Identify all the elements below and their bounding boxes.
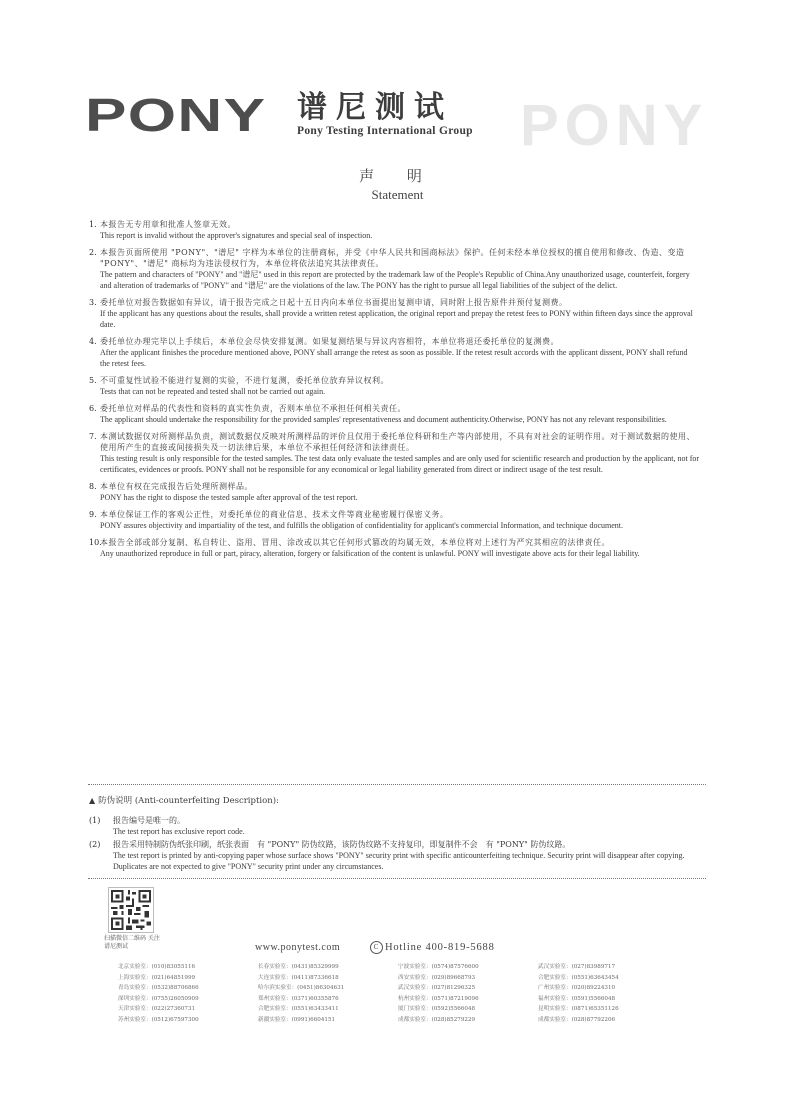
page-title-cn: 声 明 bbox=[359, 167, 436, 185]
clause-item bbox=[89, 403, 699, 425]
branch-contact: 苏州实验室：(0512)67597300 bbox=[118, 1016, 199, 1023]
clause-item bbox=[89, 481, 699, 503]
clause-text-cn: 本测试数据仅对所测样品负责，测试数据仅反映对所测样品的评价且仅用于委托单位科研和生产等内部使用，不具有对社会的证明作用。对于测试数据的使用、使用所产生的直接或间接损失及一切法律后果，本单位不承担任何经济和法律责任。 bbox=[100, 432, 695, 452]
branch-contact: 成都实验室：(028)85279229 bbox=[398, 1016, 476, 1023]
clause-number: 1. bbox=[89, 220, 97, 229]
clause-item bbox=[89, 537, 699, 559]
anti-item-text-en: The test report has exclusive report code. bbox=[113, 827, 245, 836]
clause-text-en: PONY has the right to dispose the tested sample after approval of the test report. bbox=[100, 493, 358, 502]
clause-text-cn: 本报告全部或部分复制、私自转让、盗用、冒用、涂改或以其它任何形式篡改的均属无效，本单位将对上述行为严究其相应的法律责任。 bbox=[100, 538, 610, 547]
divider-dotted bbox=[88, 878, 706, 879]
branch-contact: 上海实验室：(021)64851999 bbox=[118, 974, 196, 981]
clause-text-en: This testing result is only responsible for the tested samples. The test data only evaluate the tested samples and are only used for scientific research and production by the applicant, not for certificates, evidences or proofs. PONY shall not be responsible for any economical or legal liability generated from direct or indirect usage of the test result. bbox=[100, 454, 700, 474]
branch-contact: 北京实验室：(010)83055116 bbox=[118, 964, 196, 970]
branch-contact: 合肥实验室：(0551)63433411 bbox=[258, 1006, 339, 1013]
clause-item bbox=[89, 375, 699, 397]
clause-text-en: The pattern and characters of "PONY" and "谱尼" used in this report are protected by the trademark law of the People's Republic of China.Any unauthorized usage, counterfeit, forgery and alteration of trademarks of "PONY" and "谱尼" are the violations of the law. The PONY has the right to pursue all legal liabilities of the subject of the delict. bbox=[100, 270, 690, 290]
branch-column bbox=[538, 962, 619, 1026]
clause-text-cn: 本报告页面所使用 "PONY"、"谱尼" 字样为本单位的注册商标，并受《中华人民共和国商标法》保护。任何未经本单位授权的擅自使用和修改、伪造、变造 "PONY"、"谱尼" 商标均为违法侵权行为，本单位将依法追究其法律责任。 bbox=[100, 248, 685, 268]
branch-contact: 西安实验室：(029)89668793 bbox=[398, 974, 476, 981]
logo-name-cn: 谱尼测试 bbox=[297, 90, 453, 125]
branch-contact: 大连实验室：(0411)87336618 bbox=[258, 974, 339, 981]
branch-contact: 福州实验室：(0591)5566048 bbox=[538, 995, 616, 1002]
anti-counterfeit-title bbox=[89, 795, 699, 807]
anti-counterfeit-item bbox=[89, 839, 699, 872]
website-url: www.ponytest.com bbox=[255, 942, 341, 953]
clause-text-en: This report is invalid without the approver's signatures and special seal of inspection. bbox=[100, 231, 373, 240]
page-title-en: Statement bbox=[371, 187, 424, 202]
divider-dotted bbox=[88, 784, 706, 785]
clause-text-cn: 本单位有权在完成报告后处理所测样品。 bbox=[100, 482, 253, 491]
company-logo bbox=[85, 89, 473, 144]
clause-item bbox=[89, 297, 699, 330]
clause-number: 6. bbox=[89, 404, 97, 413]
logo-mark: PONY bbox=[85, 89, 267, 141]
clause-text-en: The applicant should undertake the responsibility for the provided samples' representativeness and document authenticity.Otherwise, PONY has not any relevant responsibilities. bbox=[100, 415, 667, 424]
branch-contact: 昆明实验室：(0871)65351126 bbox=[538, 1006, 619, 1013]
branch-contact: 天津实验室：(022)27360731 bbox=[118, 1006, 196, 1013]
clause-text-en: After the applicant finishes the procedure mentioned above, PONY shall arrange the retest as soon as possible. If the retest result accords with the applicant dissent, PONY shall refund the retest fees. bbox=[100, 348, 688, 368]
clause-number: 5. bbox=[89, 376, 97, 385]
qr-caption: 扫描微信二维码 关注谱尼测试 bbox=[104, 935, 160, 950]
clause-item bbox=[89, 336, 699, 369]
clause-number: 10. bbox=[89, 538, 102, 547]
anti-counterfeit-title-text: 防伪说明 (Anti-counterfeiting Description): bbox=[98, 796, 279, 806]
clause-text-en: Tests that can not be repeated and tested shall not be carried out again. bbox=[100, 387, 326, 396]
clause-item bbox=[89, 247, 699, 291]
anti-item-number: (2) bbox=[89, 840, 101, 849]
clause-text-cn: 委托单位对样品的代表性和资料的真实性负责，否则本单位不承担任何相关责任。 bbox=[100, 404, 406, 413]
clause-number: 7. bbox=[89, 432, 97, 441]
anti-item-text-cn: 报告编号是唯一的。 bbox=[113, 816, 185, 825]
branch-contact: 宁波实验室：(0574)87576600 bbox=[398, 964, 479, 970]
wechat-qr-code bbox=[108, 887, 154, 933]
clause-number: 2. bbox=[89, 248, 97, 257]
branch-column bbox=[258, 962, 344, 1026]
qr-code-icon bbox=[109, 888, 153, 932]
anti-item-number: (1) bbox=[89, 816, 101, 825]
copyright-c-icon: C bbox=[370, 941, 383, 954]
clause-text-en: Any unauthorized reproduce in full or part, piracy, alteration, forgery or falsification of the content is unlawful. PONY will investigate above acts for their legal liability. bbox=[100, 549, 640, 558]
hotline bbox=[370, 941, 495, 954]
watermark-logo: PONY bbox=[520, 93, 709, 158]
branch-contact: 深圳实验室：(0755)26050909 bbox=[118, 995, 199, 1002]
branch-contact: 武汉实验室：(027)81296325 bbox=[398, 985, 476, 992]
branch-contact: 厦门实验室：(0592)5566048 bbox=[398, 1006, 476, 1013]
branch-contact: 广州实验室：(020)89224310 bbox=[538, 985, 616, 992]
branch-contact: 哈尔滨实验室：(0451)86304631 bbox=[258, 985, 345, 992]
anti-counterfeit-section bbox=[89, 795, 699, 874]
clause-text-en: If the applicant has any questions about the results, shall provide a written retest application, the original report and prepay the retest fees to PONY within fifteen days since the approval date. bbox=[100, 309, 693, 329]
branch-contact: 长春实验室：(0431)85329999 bbox=[258, 964, 339, 970]
branch-contact: 合肥实验室：(0551)63643454 bbox=[538, 974, 619, 981]
clause-number: 9. bbox=[89, 510, 97, 519]
anti-item-text-en: The test report is printed by anti-copying paper whose surface shows "PONY" security print with specific anticounterfeiting technique. Security print will disappear after copying. Duplicates are not expected to give "PONY" security print under any circumstances. bbox=[113, 851, 685, 871]
hotline-text: Hotline 400-819-5688 bbox=[385, 942, 495, 953]
clause-text-en: PONY assures objectivity and impartiality of the test, and fulfills the obligation of confidentiality for applicant's commercial Information, and technique document. bbox=[100, 521, 624, 530]
clause-number: 3. bbox=[89, 298, 97, 307]
anti-counterfeit-item bbox=[89, 815, 699, 837]
clause-item bbox=[89, 509, 699, 531]
clause-item bbox=[89, 431, 699, 475]
branch-column bbox=[398, 962, 479, 1026]
branch-column bbox=[118, 962, 199, 1026]
branch-contact: 杭州实验室：(0571)87219096 bbox=[398, 995, 479, 1002]
branch-contact: 新疆实验室：(0991)6604151 bbox=[258, 1016, 336, 1023]
clause-text-cn: 本单位保证工作的客观公正性，对委托单位的商业信息、技术文件等商业秘密履行保密义务。 bbox=[100, 510, 449, 519]
branch-contact: 武汉实验室：(027)83989717 bbox=[538, 964, 616, 970]
statement-clauses bbox=[89, 219, 699, 565]
branch-contact: 成都实验室：(028)87792206 bbox=[538, 1016, 616, 1023]
clause-text-cn: 本报告无专用章和批准人签章无效。 bbox=[100, 220, 236, 229]
branch-contact: 青岛实验室：(0532)88706866 bbox=[118, 985, 199, 992]
branch-contact: 郑州实验室：(0371)60355876 bbox=[258, 995, 339, 1002]
triangle-bullet-icon: ▲ bbox=[89, 796, 96, 805]
clause-text-cn: 委托单位对报告数据如有异议，请于报告完成之日起十五日内向本单位书面提出复测申请，同时附上报告原件并预付复测费。 bbox=[100, 298, 568, 307]
clause-item bbox=[89, 219, 699, 241]
clause-text-cn: 不可重复性试验不能进行复测的实验，不进行复测，委托单位放弃异议权利。 bbox=[100, 376, 389, 385]
anti-item-text-cn: 报告采用特制防伪纸张印刷，纸张表面 有 "PONY" 防伪纹路，该防伪纹路不支持复印，即复制件不会 有 "PONY" 防伪纹路。 bbox=[113, 840, 571, 849]
clause-number: 4. bbox=[89, 337, 97, 346]
logo-name-en: Pony Testing International Group bbox=[297, 125, 473, 137]
clause-number: 8. bbox=[89, 482, 97, 491]
clause-text-cn: 委托单位办理完毕以上手续后，本单位会尽快安排复测。如果复测结果与异议内容相符，本单位将退还委托单位的复测费。 bbox=[100, 337, 559, 346]
